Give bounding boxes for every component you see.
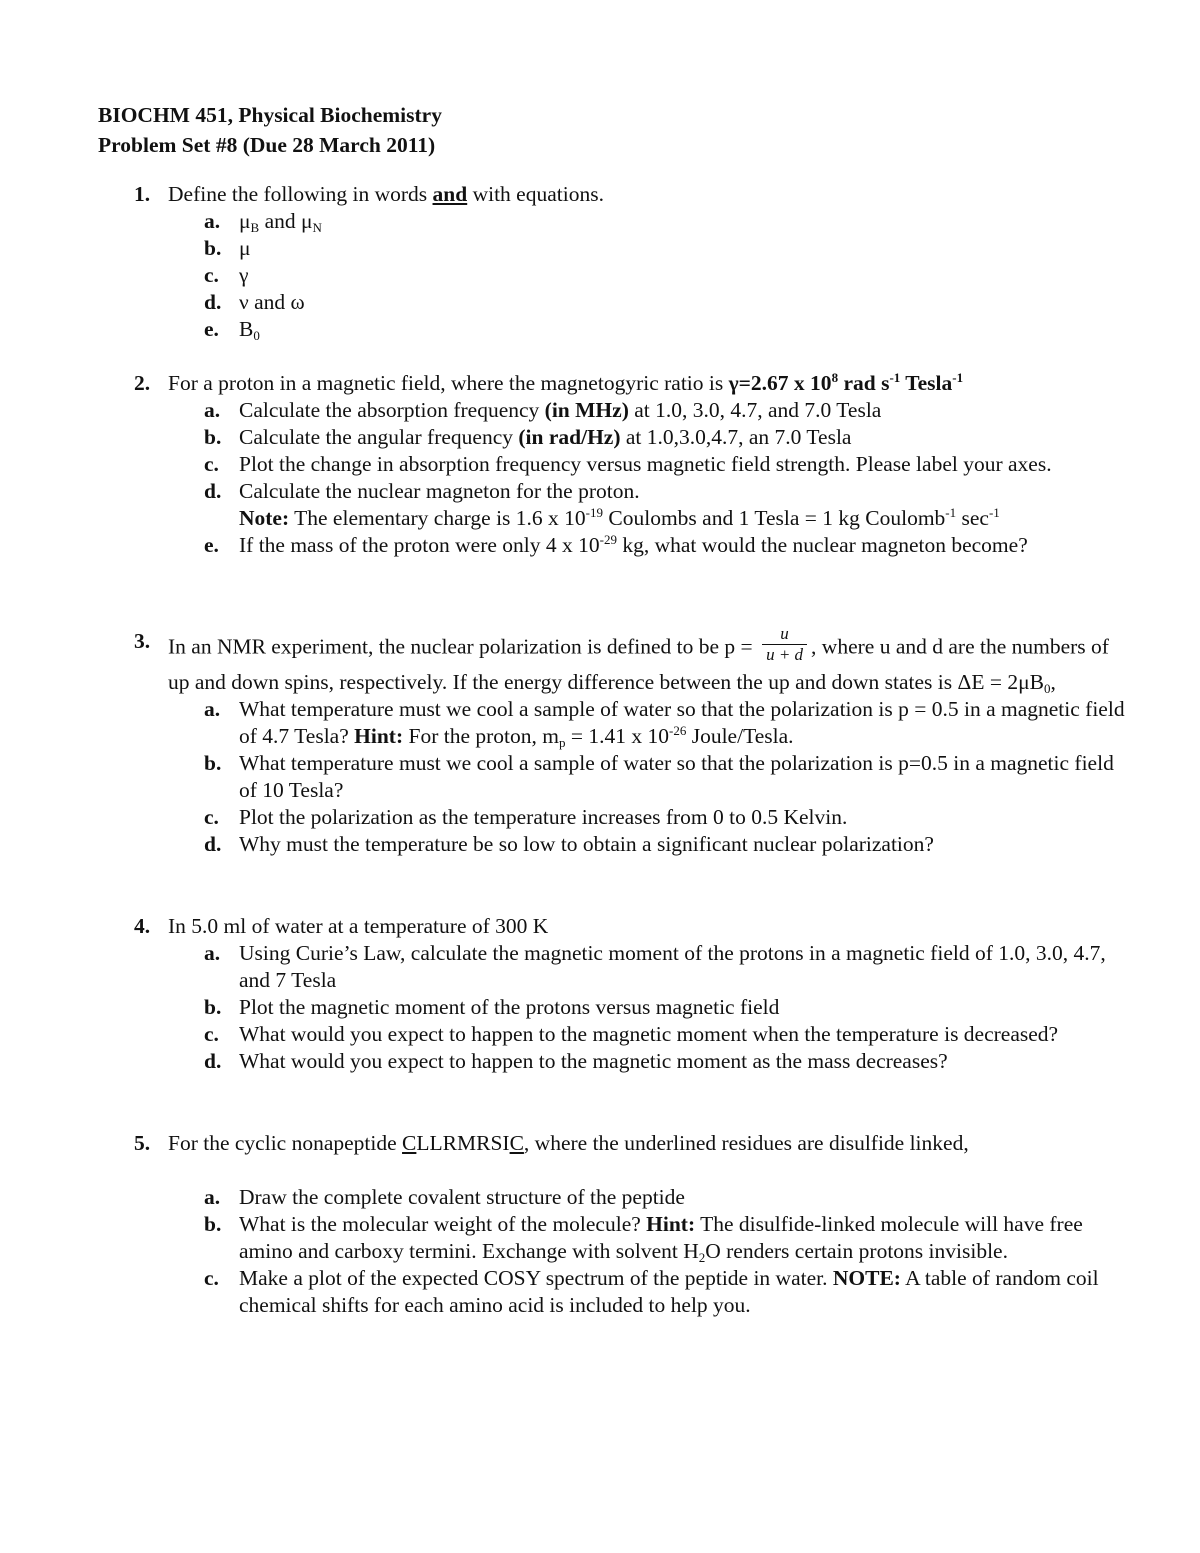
question-5	[134, 1130, 1134, 1319]
question-items	[204, 940, 1134, 1075]
question-number: 3.	[134, 629, 151, 653]
item-c: c. What would you expect to happen to the magnetic moment when the temperature is decreased?	[204, 1022, 1059, 1046]
question-number: 5.	[134, 1131, 151, 1155]
item-b: b. μ	[204, 236, 251, 260]
item-a: a. Using Curie’s Law, calculate the magnetic moment of the protons in a magnetic field of 1.0, 3.0, 4.7, and 7 Tesla	[204, 941, 1106, 992]
item-b: b. What temperature must we cool a sample of water so that the polarization is p=0.5 in a magnetic field of 10 Tesla?	[204, 751, 1114, 802]
question-4	[134, 913, 1134, 1075]
item-b: b. What is the molecular weight of the molecule? Hint: The disulfide-linked molecule will have free amino and carboxy termini. Exchange with solvent $H_2O$ renders certain protons invisible.	[204, 1212, 1083, 1265]
item-d: d. Why must the temperature be so low to obtain a significant nuclear polarization?	[204, 832, 934, 856]
question-number: 4.	[134, 914, 151, 938]
peptide-sequence: LLRMRSI	[416, 1131, 510, 1155]
item-b: b. Plot the magnetic moment of the protons versus magnetic field	[204, 995, 780, 1019]
item-e: e. If the mass of the proton were only 4 x $10^{-29}$ kg, what would the nuclear magneton become?	[204, 532, 1028, 557]
question-items	[204, 1184, 1134, 1319]
course-title: BIOCHM 451, Physical Biochemistry	[98, 103, 442, 127]
question-number: 2.	[134, 371, 151, 395]
item-a: a. $\mu_B$ and $\mu_N$	[204, 209, 322, 235]
item-c: c. γ	[204, 263, 249, 287]
question-number: 1.	[134, 182, 151, 206]
item-c: c. Plot the change in absorption frequency versus magnetic field strength. Please label your axes.	[204, 452, 1052, 476]
question-items	[204, 696, 1134, 858]
question-2	[134, 370, 1134, 559]
item-c: c. Make a plot of the expected COSY spectrum of the peptide in water. NOTE: A table of random coil chemical shifts for each amino acid is included to help you.	[204, 1266, 1099, 1317]
question-text: Define the following in words and with equations.	[168, 182, 604, 206]
question-3	[134, 624, 1134, 858]
question-text: In an NMR experiment, the nuclear polarization is defined to be p = $\frac{u}{u + d}$ , where u and d are the numbers of up and down spins, respectively. If the energy difference between the up and down states is $\Delta E = 2\mu B_0$,	[168, 624, 1109, 696]
item-b: b. Calculate the angular frequency (in rad/Hz) at 1.0,3.0,4.7, an 7.0 Tesla	[204, 425, 852, 449]
item-a: a. Calculate the absorption frequency (in MHz) at 1.0, 3.0, 4.7, and 7.0 Tesla	[204, 398, 882, 422]
question-text: For the cyclic nonapeptide CLLRMRSIC, where the underlined residues are disulfide linked,	[168, 1131, 969, 1155]
item-a: a. Draw the complete covalent structure of the peptide	[204, 1185, 685, 1209]
peptide-cys-2: C	[509, 1131, 524, 1155]
question-text: In 5.0 ml of water at a temperature of 300 K	[168, 914, 549, 938]
item-a: a. What temperature must we cool a sample of water so that the polarization is p = 0.5 in a magnetic field of 4.7 Tesla? Hint: For the proton, $m_p = 1.41$ x $10^{-26}$ Joule/Tesla.	[204, 697, 1125, 750]
question-items	[204, 397, 1134, 559]
item-e: e. $B_0$	[204, 317, 260, 343]
question-1	[134, 181, 1134, 343]
peptide-cys-1: C	[402, 1131, 417, 1155]
question-text: For a proton in a magnetic field, where the magnetogyric ratio is γ=2.67 x $10^8$ rad $s^{-1}$ Tesla$^{-1}$	[168, 370, 964, 395]
question-items	[204, 208, 1134, 343]
document-header	[98, 100, 442, 160]
item-d: d. ν and ω	[204, 290, 305, 314]
problem-set-title: Problem Set #8 (Due 28 March 2011)	[98, 133, 436, 157]
item-d: d. Calculate the nuclear magneton for the proton. Note: The elementary charge is 1.6 x $10^{-19}$ Coulombs and 1 Tesla = 1 kg Coulomb$^{-1}$ $\sec^{-1}$	[204, 479, 1000, 530]
item-c: c. Plot the polarization as the temperature increases from 0 to 0.5 Kelvin.	[204, 805, 848, 829]
polarization-fraction: $\frac{u}{u + d}$	[762, 624, 807, 665]
item-d: d. What would you expect to happen to the magnetic moment as the mass decreases?	[204, 1049, 948, 1073]
